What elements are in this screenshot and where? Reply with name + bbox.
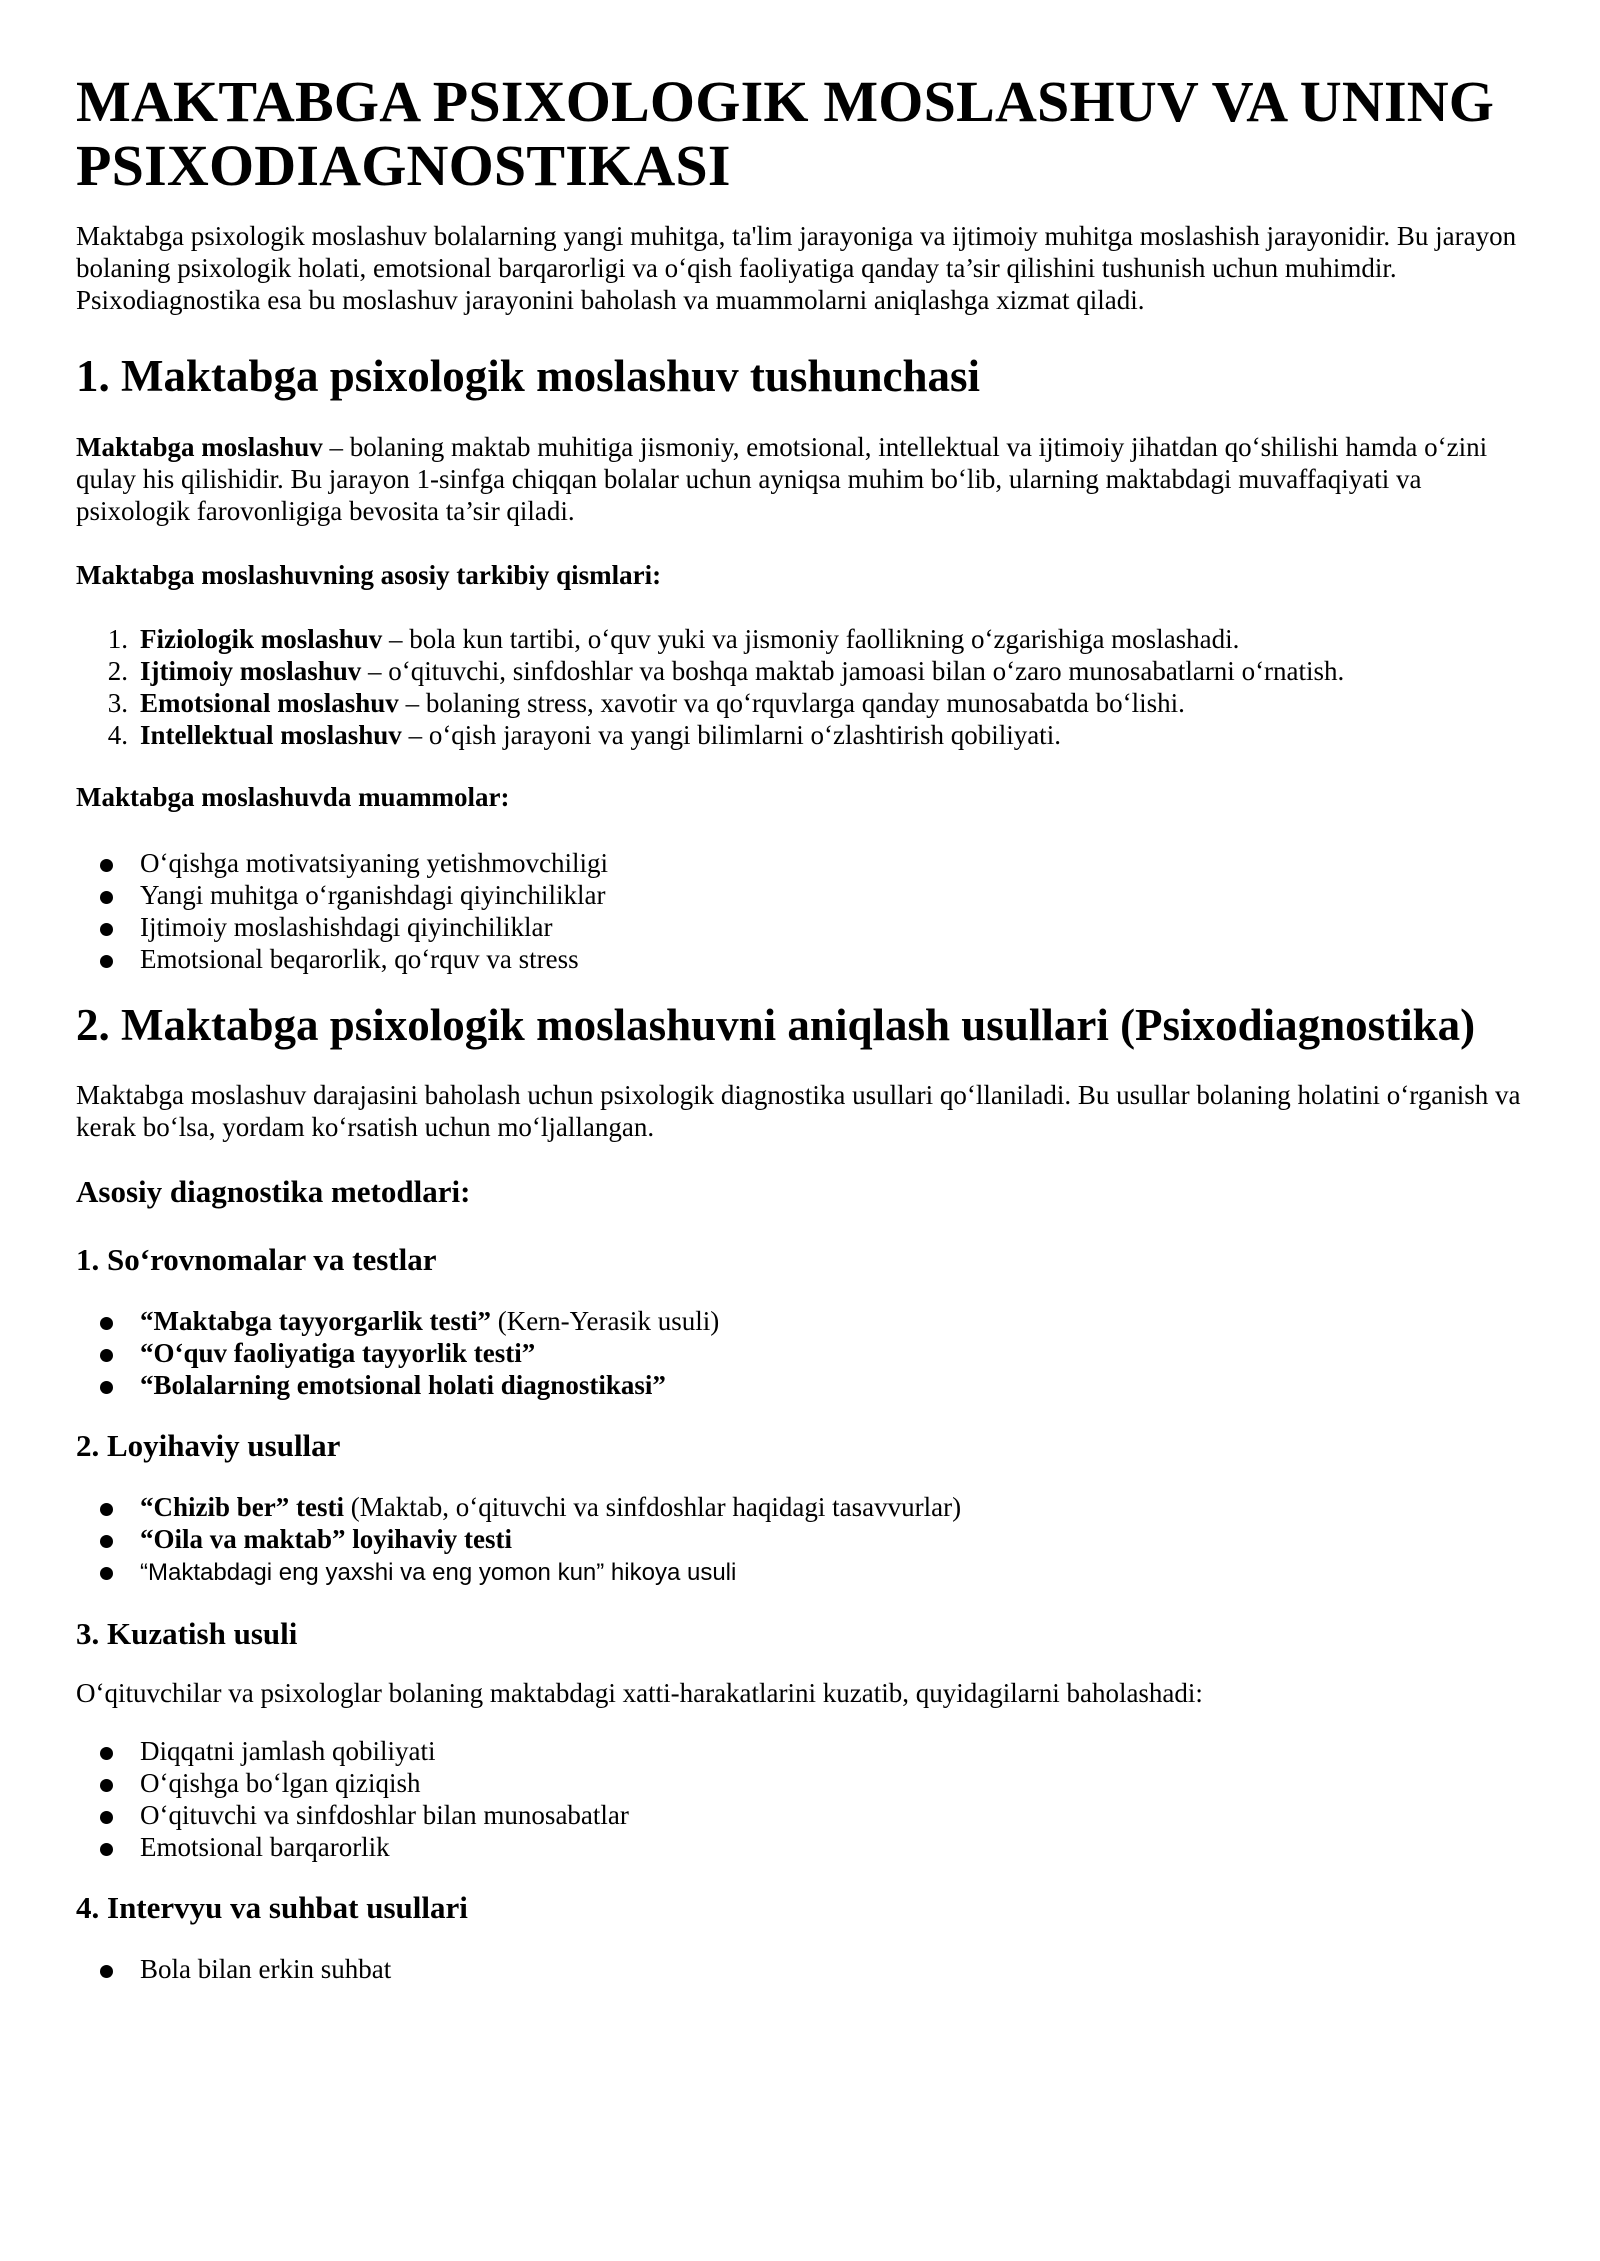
- list-item: [76, 847, 1540, 879]
- method-2-heading: 2. Loyihaviy usullar: [76, 1428, 341, 1463]
- definition-text: – bolaning maktab muhitiga jismoniy, emotsional, intellektual va ijtimoiy jihatdan qo‘shilishi hamda o‘zini qulay his qilishidir. Bu jarayon 1-sinfga chiqqan bolalar uchun ayniqsa muhim bo‘lib, ularning maktabdagi muvaffaqiyati va psixologik farovonligiga bevosita ta’sir qiladi.: [76, 432, 1488, 526]
- component-text: – o‘qituvchi, sinfdoshlar va boshqa maktab jamoasi bilan o‘zaro munosabatlarni o‘rnatish.: [361, 656, 1345, 686]
- list-item-text: Bola bilan erkin suhbat: [140, 1954, 392, 1984]
- document-title: MAKTABGA PSIXOLOGIK MOSLASHUV VA UNING PSIXODIAGNOSTIKASI: [76, 69, 1495, 198]
- list-item: [76, 911, 1540, 943]
- component-text: – bolaning stress, xavotir va qo‘rquvlarga qanday munosabatda bo‘lishi.: [398, 688, 1185, 718]
- intro-paragraph: Maktabga psixologik moslashuv bolalarning yangi muhitga, ta'lim jarayoniga va ijtimoiy muhitga moslashish jarayonidir. Bu jarayon bolaning psixologik holati, emotsional barqarorligi va o‘qish faoliyatiga qanday ta’sir qilishini tushunish uchun muhimdir. Psixodiagnostika esa bu moslashuv jarayonini baholash va muammolarni aniqlashga xizmat qiladi.: [76, 221, 1517, 315]
- component-item-social: [76, 655, 1540, 687]
- list-item-text: Emotsional beqarorlik, qo‘rquv va stress: [140, 944, 579, 974]
- problems-label: Maktabga moslashuvda muammolar:: [76, 782, 510, 812]
- test-name: “Bolalarning emotsional holati diagnostikasi”: [140, 1370, 666, 1400]
- list-number: 2.: [107, 656, 128, 686]
- test-name: “Chizib ber” testi: [140, 1492, 344, 1522]
- bullet-icon: [100, 923, 113, 936]
- list-number: 1.: [107, 624, 128, 654]
- bullet-icon: [100, 1349, 113, 1362]
- bullet-icon: [100, 891, 113, 904]
- component-text: – bola kun tartibi, o‘quv yuki va jismoniy faollikning o‘zgarishiga moslashadi.: [382, 624, 1240, 654]
- bullet-icon: [100, 1811, 113, 1824]
- test-name: “Maktabga tayyorgarlik testi”: [140, 1306, 491, 1336]
- list-item: [76, 879, 1540, 911]
- bullet-icon: [100, 1317, 113, 1330]
- components-label: Maktabga moslashuvning asosiy tarkibiy qismlari:: [76, 560, 662, 590]
- bullet-icon: [100, 1843, 113, 1856]
- list-item: [76, 1555, 1540, 1589]
- method-1-heading: 1. So‘rovnomalar va testlar: [76, 1242, 437, 1277]
- component-term: Fiziologik moslashuv: [140, 624, 383, 654]
- list-item: [76, 1831, 1540, 1863]
- list-item-text: Ijtimoiy moslashishdagi qiyinchiliklar: [140, 912, 553, 942]
- bullet-icon: [100, 1503, 113, 1516]
- list-item: [76, 1953, 1540, 1985]
- method-3-heading: 3. Kuzatish usuli: [76, 1616, 298, 1651]
- component-term: Ijtimoiy moslashuv: [140, 656, 362, 686]
- list-item: [76, 1337, 1540, 1369]
- bullet-icon: [100, 1965, 113, 1978]
- list-item: [76, 1305, 1540, 1337]
- components-list: [76, 623, 1540, 751]
- bullet-icon: [100, 955, 113, 968]
- list-item-text: O‘qituvchi va sinfdoshlar bilan munosabatlar: [140, 1800, 629, 1830]
- bullet-icon: [100, 1535, 113, 1548]
- component-term: Intellektual moslashuv: [140, 720, 402, 750]
- test-note: (Maktab, o‘qituvchi va sinfdoshlar haqidagi tasavvurlar): [343, 1492, 962, 1522]
- component-text: – o‘qish jarayoni va yangi bilimlarni o‘zlashtirish qobiliyati.: [401, 720, 1061, 750]
- test-name: “Oila va maktab” loyihaviy testi: [140, 1524, 513, 1554]
- method-3-intro: O‘qituvchilar va psixologlar bolaning maktabdagi xatti-harakatlarini kuzatib, quyidagilarni baholashadi:: [76, 1678, 1203, 1708]
- bullet-icon: [100, 859, 113, 872]
- list-item: [76, 1369, 1540, 1401]
- component-item-emotional: [76, 687, 1540, 719]
- definition-term: Maktabga moslashuv: [76, 432, 323, 462]
- component-item-physiological: [76, 623, 1540, 655]
- method-4-heading: 4. Intervyu va suhbat usullari: [76, 1890, 468, 1925]
- list-item: [76, 1735, 1540, 1767]
- section-1-heading: 1. Maktabga psixologik moslashuv tushunchasi: [76, 351, 981, 401]
- list-item: [76, 1491, 1540, 1523]
- bullet-icon: [100, 1747, 113, 1760]
- list-item-text: O‘qishga motivatsiyaning yetishmovchiligi: [140, 848, 608, 878]
- section-2-intro: Maktabga moslashuv darajasini baholash uchun psixologik diagnostika usullari qo‘llaniladi. Bu usullar bolaning holatini o‘rganish va kerak bo‘lsa, yordam ko‘rsatish uchun mo‘ljallangan.: [76, 1080, 1521, 1142]
- bullet-icon: [100, 1381, 113, 1394]
- list-item: [76, 1523, 1540, 1555]
- list-item-text: Yangi muhitga o‘rganishdagi qiyinchiliklar: [140, 880, 606, 910]
- method-2-list: [76, 1491, 1540, 1589]
- method-3-list: [76, 1735, 1540, 1863]
- methods-heading: Asosiy diagnostika metodlari:: [76, 1174, 471, 1209]
- list-item-text: “Maktabdagi eng yaxshi va eng yomon kun” hikoya usuli: [140, 1559, 737, 1586]
- list-item-text: Emotsional barqarorlik: [140, 1832, 390, 1862]
- component-term: Emotsional moslashuv: [140, 688, 399, 718]
- definition-paragraph: [76, 431, 1540, 527]
- test-note: (Kern-Yerasik usuli): [490, 1306, 720, 1336]
- list-item: [76, 1767, 1540, 1799]
- problems-list: [76, 847, 1540, 975]
- list-item-text: O‘qishga bo‘lgan qiziqish: [140, 1768, 421, 1798]
- test-name: “O‘quv faoliyatiga tayyorlik testi”: [140, 1338, 536, 1368]
- list-item: [76, 943, 1540, 975]
- method-1-list: [76, 1305, 1540, 1401]
- list-number: 3.: [107, 688, 128, 718]
- list-number: 4.: [107, 720, 128, 750]
- bullet-icon: [100, 1779, 113, 1792]
- component-item-intellectual: [76, 719, 1540, 751]
- list-item: [76, 1799, 1540, 1831]
- section-2-heading: 2. Maktabga psixologik moslashuvni aniqlash usullari (Psixodiagnostika): [76, 1000, 1476, 1050]
- method-4-list: [76, 1953, 1540, 1985]
- list-item-text: Diqqatni jamlash qobiliyati: [140, 1736, 436, 1766]
- bullet-icon: [100, 1567, 113, 1580]
